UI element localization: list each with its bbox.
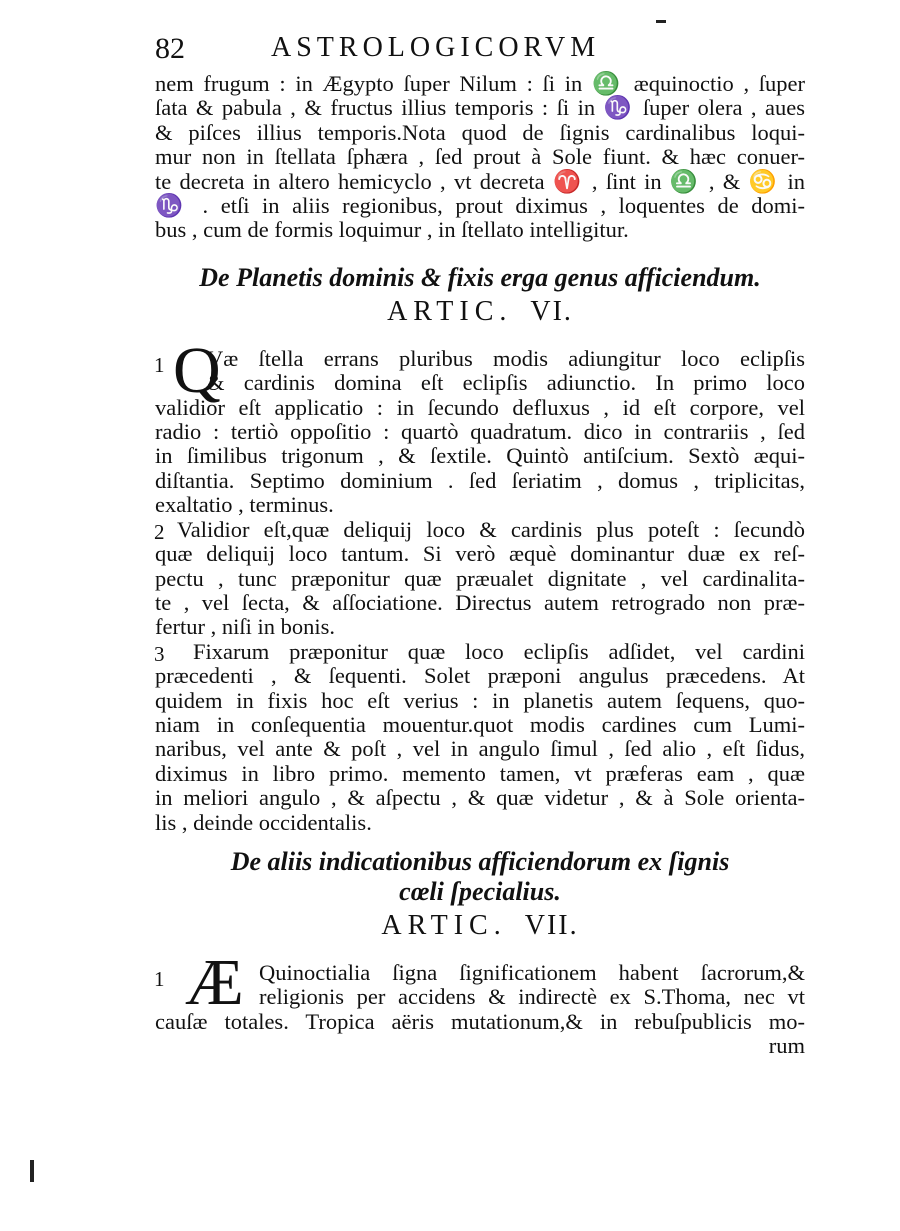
- section-6-paragraph-3: [155, 640, 805, 835]
- text-line: diſtantia. Septimo dominium . ſed ſeriatim , domus , triplicitas,: [155, 467, 805, 493]
- section-7-heading-line-1: De aliis indicationibus afficiendorum ex ſignis: [230, 846, 730, 876]
- article-word: ARTIC.: [381, 909, 507, 941]
- text-line: diximus in libro primo. memento tamen, vt præferas eam , quæ: [155, 760, 805, 786]
- text-line: & cardinis domina eſt eclipſis adiunctio. In primo loco: [207, 370, 805, 396]
- article-word: ARTIC.: [387, 295, 513, 327]
- text-line: mur non in ſtellata ſphæra , ſed prout à Sole fiunt. & hæc conuer-: [155, 144, 805, 170]
- section-6-article-label: [155, 295, 805, 329]
- text-line: quæ deliquij loco tantum. Si verò æquè dominantur duæ ex reſ-: [155, 541, 805, 567]
- text-line: te decreta in altero hemicyclo , vt decreta ♈ , ſint in ♎ , & ♋ in: [155, 168, 805, 194]
- text-line: religionis per accidens & indirectè ex S.Thoma, nec vt: [259, 984, 805, 1010]
- text-line: in ſimilibus trigonum , & ſextile. Quintò antiſcium. Sextò æqui-: [155, 443, 805, 469]
- text-line: ſata & pabula , & fructus illius temporis : ſi in ♑ ſuper olera , aues: [155, 95, 805, 121]
- text-line: præcedenti , & ſequenti. Solet præponi angulus præcedens. At: [155, 663, 805, 689]
- drop-cap: Q: [173, 333, 221, 407]
- text-line: Fixarum præponitur quæ loco eclipſis adſidet, vel cardini: [193, 638, 805, 664]
- ink-mark: [656, 20, 666, 23]
- paragraph-number: 1: [154, 966, 165, 991]
- article-number: VII.: [524, 909, 579, 941]
- text-line: lis , deinde occidentalis.: [155, 809, 372, 835]
- text-line: & piſces illius temporis.Nota quod de ſignis cardinalibus loqui-: [155, 119, 805, 145]
- text-line: naribus, vel ante & poſt , vel in angulo ſimul , ſed alio , eſt ſidus,: [155, 736, 805, 762]
- text-line: radio : tertiò oppoſitio : quartò quadratum. dico in contrariis , ſed: [155, 419, 805, 445]
- text-line: Quinoctialia ſigna ſignificationem habent ſacrorum,&: [259, 959, 805, 985]
- section-6-paragraph-1: [154, 333, 805, 518]
- text-line: pectu , tunc præponitur quæ præualet dignitate , vel cardinalita-: [155, 565, 805, 591]
- section-7-paragraph-1: [154, 945, 805, 1059]
- paragraph-number: 2: [154, 519, 165, 544]
- section-6-paragraph-2: [155, 518, 805, 640]
- text-line: in meliori angulo , & aſpectu , & quæ videtur , & à Sole orienta-: [155, 785, 805, 811]
- text-line: nem frugum : in Ægypto ſuper Nilum : ſi in ♎ æquinoctio , ſuper: [155, 71, 805, 96]
- text-line: exaltatio , terminus.: [155, 492, 334, 518]
- ink-mark: [30, 1160, 34, 1182]
- running-head: [155, 28, 805, 72]
- text-line: Væ ſtella errans pluribus modis adiungitur loco eclipſis: [207, 345, 805, 371]
- text-line: validior eſt applicatio : in ſecundo defluxus , id eſt corpore, vel: [155, 394, 805, 420]
- text-line: te , vel ſecta, & aſſociatione. Directus autem retrogrado non præ-: [155, 589, 805, 615]
- text-line: quidem in fixis hoc eſt verius : in planetis autem ſequens, quo-: [155, 687, 805, 713]
- text-line: bus , cum de formis loquimur , in ſtellato intelligitur.: [155, 217, 629, 243]
- text-line: niam in conſequentia mouentur.quot modis cardines cum Lumi-: [155, 711, 805, 737]
- text-line: cauſæ totales. Tropica aëris mutationum,& in rebuſpublicis mo-: [155, 1008, 805, 1034]
- text-line: Validior eſt,quæ deliquij loco & cardinis plus poteſt : ſecundò: [177, 516, 805, 542]
- text-line: ♑ . etſi in aliis regionibus, prout diximus , loquentes de domi-: [155, 193, 805, 219]
- section-7-article-label: [155, 909, 805, 943]
- section-7-heading-line-2: cœli ſpecialius.: [399, 876, 561, 906]
- catchword: rum: [768, 1033, 805, 1059]
- article-number: VI.: [530, 295, 573, 327]
- page-number: 82: [155, 32, 185, 65]
- paragraph-number: 3: [154, 641, 165, 666]
- paragraph-number: 1: [154, 352, 165, 377]
- opening-paragraph: [155, 72, 805, 243]
- running-title: ASTROLOGICORVM: [271, 32, 601, 63]
- book-page: [155, 28, 805, 1059]
- section-6-heading: De Planetis dominis & fixis erga genus afficiendum.: [199, 262, 761, 292]
- drop-cap: Æ: [185, 945, 244, 1019]
- text-line: fertur , niſi in bonis.: [155, 614, 335, 640]
